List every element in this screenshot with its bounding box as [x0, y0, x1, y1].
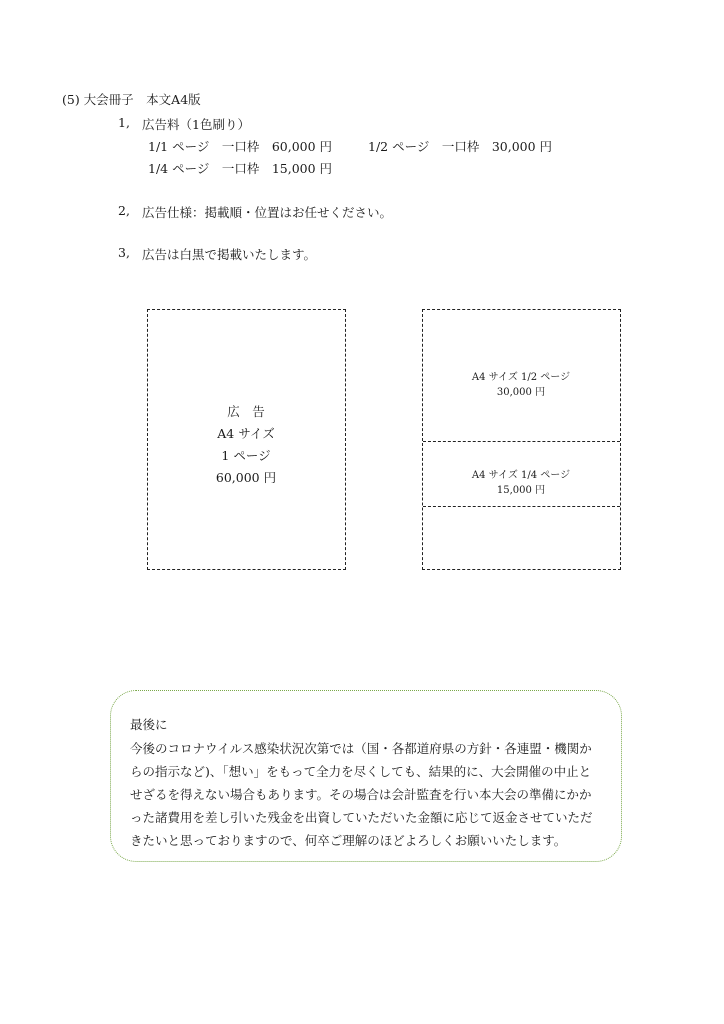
closing-note-line: らの指示など)、「想い」をもって全力を尽くしても、結果的に、大会開催の中止と — [130, 764, 592, 779]
item-2-number: 2, — [118, 203, 130, 218]
price-full-page: 1/1 ページ 一口枠 60,000 円 — [148, 139, 333, 154]
quarter-page-ad-price: 15,000 円 — [496, 485, 546, 496]
full-page-ad-pages: 1 ページ — [221, 448, 271, 463]
half-page-ad-size: A4 サイズ 1/2 ページ — [471, 372, 571, 383]
closing-note-line: せざるを得えない場合もあります。その場合は会計監査を行い本大会の準備にかか — [130, 787, 592, 802]
closing-note-line: った諸費用を差し引いた残金を出資していただいた金額に応じて返金させていただ — [130, 810, 593, 825]
closing-note — [110, 690, 622, 862]
quarter-page-ad-size: A4 サイズ 1/4 ページ — [471, 470, 571, 481]
item-2-text: 広告仕様：掲載順・位置はお任せください。 — [142, 205, 393, 220]
price-half-page: 1/2 ページ 一口枠 30,000 円 — [368, 139, 553, 154]
item-3-number: 3, — [118, 245, 130, 260]
full-page-ad-box — [147, 309, 346, 570]
half-page-divider — [423, 441, 620, 442]
full-page-ad-label: 広 告 — [227, 404, 265, 419]
price-quarter-page: 1/4 ページ 一口枠 15,000 円 — [148, 161, 333, 176]
item-1-number: 1, — [118, 115, 130, 130]
closing-note-line: きたいと思っておりますので、何卒ご理解のほどよろしくお願いいたします。 — [130, 833, 567, 848]
item-1-text: 広告料（1色刷り） — [142, 117, 250, 132]
full-page-ad-price: 60,000 円 — [215, 470, 277, 485]
split-page-ad-box — [422, 309, 621, 570]
section-heading: (5) 大会冊子 本文A4版 — [62, 92, 201, 107]
quarter-page-divider — [423, 506, 620, 507]
closing-note-title: 最後に — [130, 717, 168, 732]
closing-note-line: 今後のコロナウイルス感染状況次第では（国・各都道府県の方針・各連盟・機関か — [130, 741, 592, 756]
full-page-ad-size: A4 サイズ — [217, 426, 275, 441]
half-page-ad-price: 30,000 円 — [496, 387, 546, 398]
item-3-text: 広告は白黒で掲載いたします。 — [142, 247, 317, 262]
